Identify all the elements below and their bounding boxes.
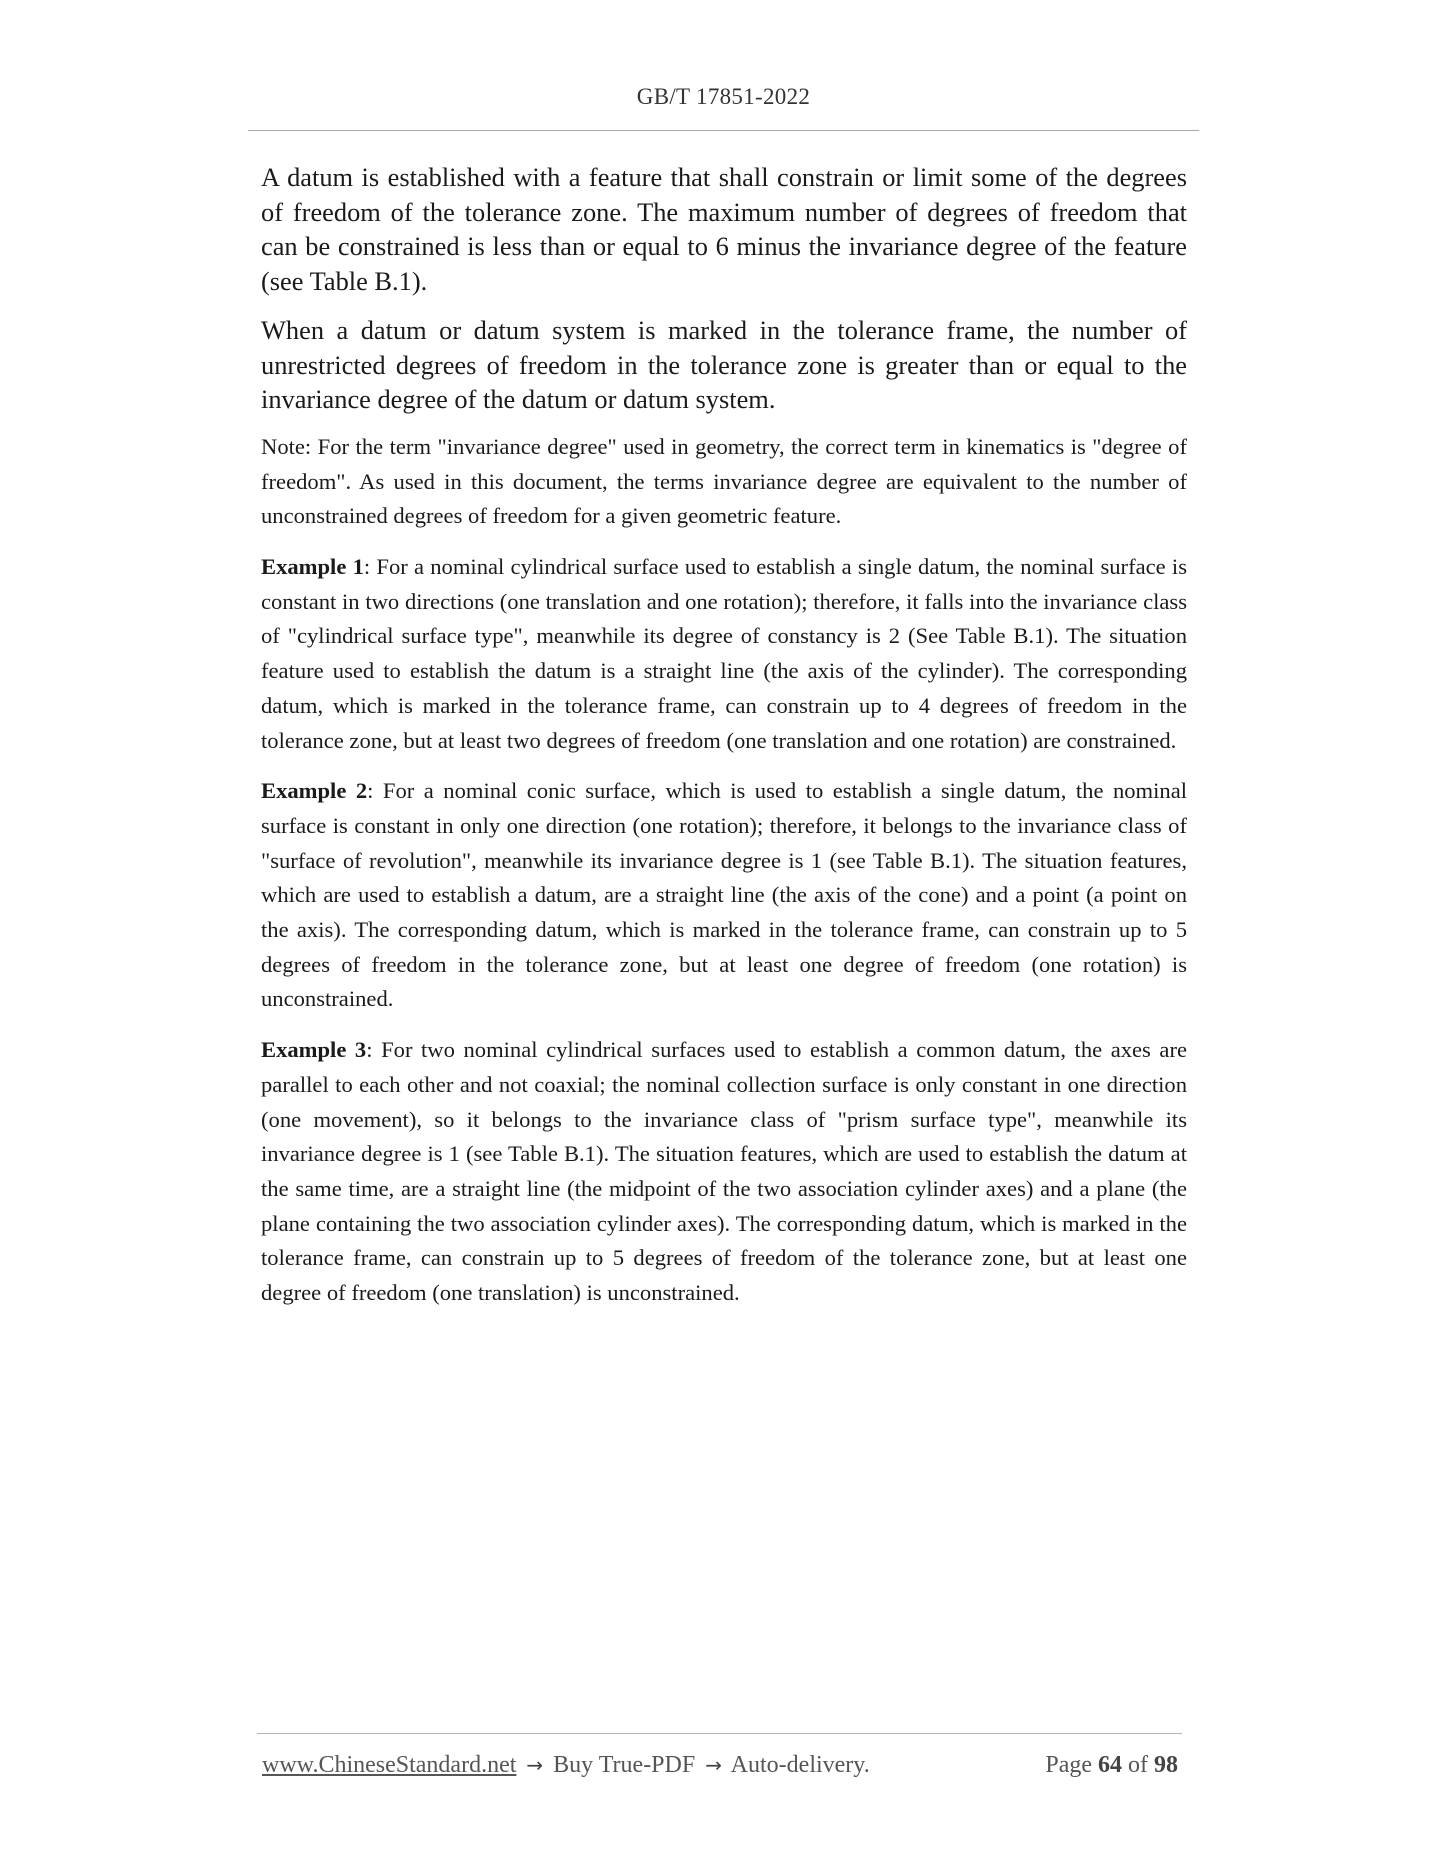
arrow-right-icon: → [705, 1753, 722, 1777]
page-indicator [1045, 1752, 1178, 1779]
example-1-text: : For a nominal cylindrical surface used to establish a single datum, the nominal surface is constant in two directions (one translation and one rotation); therefore, it falls into the invariance class of "cylindrical surface type", meanwhile its degree of constancy is 2 (See Table B.1). The situation feature used to establish the datum is a straight line (the axis of the cylinder). The corresponding datum, which is marked in the tolerance frame, can constrain up to 4 degrees of freedom in the tolerance zone, but at least two degrees of freedom (one translation and one rotation) are constrained. [261, 554, 1187, 753]
example-2-paragraph [261, 774, 1187, 1017]
note-paragraph: Note: For the term "invariance degree" used in geometry, the correct term in kinematics is "degree of freedom". As used in this document, the terms invariance degree are equivalent to the number of unconstrained degrees of freedom for a given geometric feature. [261, 433, 1187, 529]
total-page-count: 98 [1154, 1752, 1178, 1778]
example-3-label: Example 3 [261, 1037, 367, 1063]
example-3-paragraph [261, 1033, 1187, 1311]
document-header-title: GB/T 17851-2022 [636, 84, 811, 109]
header-divider [248, 130, 1199, 131]
current-page-number: 64 [1098, 1752, 1122, 1778]
buy-true-pdf-text: Buy True-PDF [553, 1752, 696, 1778]
page-label: Page [1045, 1752, 1092, 1778]
arrow-right-icon: → [526, 1753, 544, 1777]
footer-divider [257, 1733, 1182, 1734]
footer-purchase-line [262, 1752, 870, 1779]
example-1-paragraph [261, 550, 1187, 758]
auto-delivery-text: Auto-delivery. [730, 1752, 870, 1778]
example-1-label: Example 1 [261, 554, 364, 580]
example-2-label: Example 2 [261, 778, 368, 804]
of-label: of [1128, 1752, 1148, 1778]
example-3-text: : For two nominal cylindrical surfaces used to establish a common datum, the axes are parallel to each other and not coaxial; the nominal collection surface is only constant in one direction (one movement), so it belongs to the invariance class of "prism surface type", meanwhile its invariance degree is 1 (see Table B.1). The situation features, which are used to establish the datum at the same time, are a straight line (the midpoint of the two association cylinder axes) and a plane (the plane containing the two association cylinder axes). The corresponding datum, which is marked in the tolerance frame, can constrain up to 5 degrees of freedom of the tolerance zone, but at least one degree of freedom (one translation) is unconstrained. [261, 1037, 1188, 1306]
page-body [261, 160, 1187, 1311]
paragraph-datum-system: When a datum or datum system is marked in the tolerance frame, the number of unrestricted degrees of freedom in the tolerance zone is greater than or equal to the invariance degree of the datum or datum system. [261, 314, 1187, 415]
example-2-text: : For a nominal conic surface, which is used to establish a single datum, the nominal surface is constant in only one direction (one rotation); therefore, it belongs to the invariance class of "surface of revolution", meanwhile its invariance degree is 1 (see Table B.1). The situation features, which are used to establish a datum, are a straight line (the axis of the cone) and a point (a point on the axis). The corresponding datum, which is marked in the tolerance frame, can constrain up to 5 degrees of freedom in the tolerance zone, but at least one degree of freedom (one rotation) is unconstrained. [261, 778, 1187, 1012]
paragraph-datum-constraint: A datum is established with a feature that shall constrain or limit some of the degrees of freedom of the tolerance zone. The maximum number of degrees of freedom that can be constrained is less than or equal to 6 minus the invariance degree of the feature (see Table B.1). [261, 162, 1187, 297]
chinesestandard-link[interactable]: www.ChineseStandard.net [262, 1752, 517, 1778]
